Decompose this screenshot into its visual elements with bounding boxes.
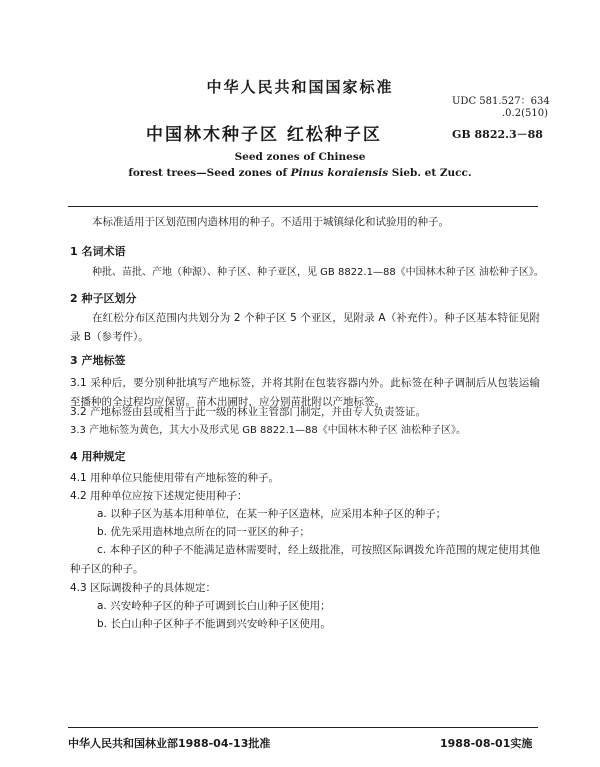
english-title-prefix: forest trees—Seed zones of [128, 167, 291, 179]
section-3-3-text: 3.3 产地标签为黄色，其大小及形式见 GB 8822.1—88《中国林木种子区 油松种子区》。 [70, 425, 466, 436]
scope-statement: 本标准适用于区划范围内造林用的种子。不适用于城镇绿化和试验用的种子。 [92, 216, 449, 228]
section-4-2-item-b: b. 优先采用造林地点所在的同一亚区的种子； [97, 526, 310, 538]
section-2-heading: 2 种子区划分 [70, 292, 137, 305]
udc-classification: UDC 581.527：634 [452, 96, 550, 107]
section-4-heading: 4 用种规定 [70, 450, 126, 463]
section-4-2-text: 4.2 用种单位应按下述规定使用种子： [70, 490, 248, 502]
english-title-line-2 [0, 167, 600, 179]
section-3-heading: 3 产地标签 [70, 354, 126, 367]
approval-statement: 中华人民共和国林业部1988-04-13批准 [68, 737, 271, 750]
english-title-species: Pinus koraiensis [290, 167, 389, 179]
section-4-3-item-a: a. 兴安岭种子区的种子可调到长白山种子区使用； [97, 600, 331, 612]
english-title-suffix: Sieb. et Zucc. [388, 167, 472, 179]
standard-title: 中国林木种子区 红松种子区 [146, 125, 382, 145]
section-2-text: 在红松分布区范围内共划分为 2 个种子区 5 个亚区，见附录 A（补充件）。种子区基本特征见附录 B（参考件）。 [70, 312, 540, 343]
section-1-text: 种批、苗批、产地（种源）、种子区、种子亚区，见 GB 8822.1—88《中国林木种子区 油松种子区》。 [92, 267, 544, 278]
english-title-line-1: Seed zones of Chinese [234, 151, 366, 163]
footer-divider [68, 727, 538, 728]
section-4-3-text: 4.3 区际调拨种子的具体规定： [70, 582, 217, 594]
section-4-1-text: 4.1 用种单位只能使用带有产地标签的种子。 [70, 472, 280, 484]
udc-classification-continued: .0.2(510) [502, 108, 548, 119]
header-divider [68, 206, 538, 207]
section-4-2-item-a: a. 以种子区为基本用种单位，在某一种子区造林，应采用本种子区的种子； [97, 508, 447, 520]
section-4-3-item-b: b. 长白山种子区种子不能调到兴安岭种子区使用。 [97, 618, 331, 630]
standard-organization-heading: 中华人民共和国国家标准 [206, 78, 394, 96]
section-3-1-text: 3.1 采种后，要分别种批填写产地标签，并将其附在包装容器内外。此标签在种子调制后从包装运输至播种的全过程均应保留。苗木出圃时，应分别苗批附以产地标签。 [70, 377, 540, 408]
effective-date: 1988-08-01实施 [440, 737, 533, 750]
section-3-2-text: 3.2 产地标签由县或相当于此一级的林业主管部门制定，并由专人负责签证。 [70, 406, 427, 418]
gb-standard-number: GB 8822.3－88 [452, 128, 543, 141]
section-1-heading: 1 名词术语 [70, 245, 126, 258]
section-4-2-item-c: c. 本种子区的种子不能满足造林需要时，经上级批准，可按照区际调拨允许范围的规定使用其他种子区的种子。 [70, 544, 540, 575]
